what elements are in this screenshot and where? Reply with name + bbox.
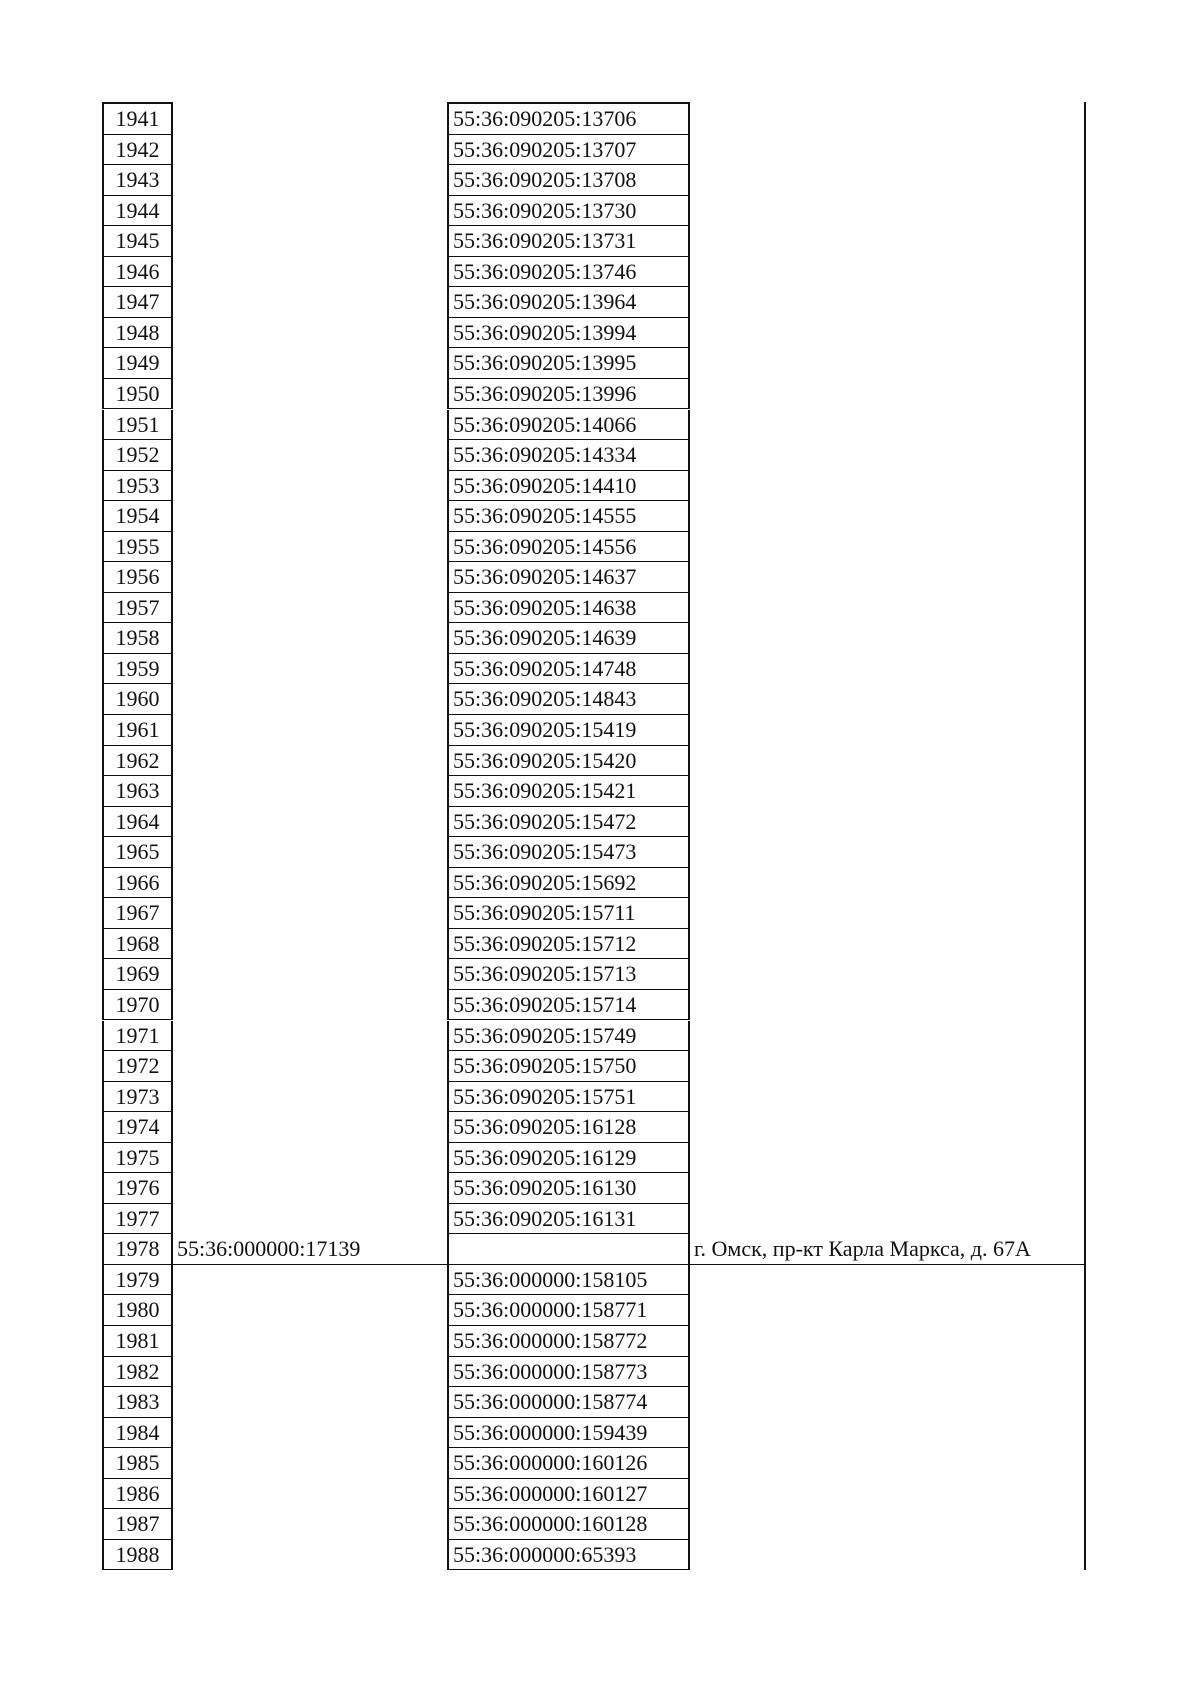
table-row: [102, 1387, 1086, 1418]
table-row: [102, 746, 1086, 777]
parcel-cadastral-cell: [173, 440, 447, 471]
row-number-cell: 1952: [102, 440, 173, 471]
table-row: [102, 1448, 1086, 1479]
table-row: [102, 562, 1086, 593]
row-number-cell: 1974: [102, 1112, 173, 1143]
object-cadastral-cell: 55:36:000000:160128: [447, 1509, 690, 1540]
parcel-cadastral-cell: [173, 1021, 447, 1052]
parcel-cadastral-cell: [173, 929, 447, 960]
address-cell: [690, 1479, 1086, 1510]
object-cadastral-cell: [447, 1234, 690, 1265]
row-number-cell: 1955: [102, 532, 173, 563]
address-cell: [690, 776, 1086, 807]
address-cell: [690, 654, 1086, 685]
parcel-cadastral-cell: [173, 1540, 447, 1571]
address-cell: [690, 623, 1086, 654]
object-cadastral-cell: 55:36:090205:14066: [447, 410, 690, 441]
row-number-cell: 1981: [102, 1326, 173, 1357]
parcel-cadastral-cell: [173, 287, 447, 318]
table-row: [102, 837, 1086, 868]
address-cell: [690, 501, 1086, 532]
table-row: [102, 379, 1086, 410]
table-row: [102, 318, 1086, 349]
row-number-cell: 1941: [102, 104, 173, 135]
row-number-cell: 1980: [102, 1295, 173, 1326]
object-cadastral-cell: 55:36:090205:13964: [447, 287, 690, 318]
parcel-cadastral-cell: [173, 1295, 447, 1326]
object-cadastral-cell: 55:36:090205:13995: [447, 348, 690, 379]
parcel-cadastral-cell: [173, 196, 447, 227]
table-row: [102, 104, 1086, 135]
parcel-cadastral-cell: [173, 1173, 447, 1204]
table-row: [102, 410, 1086, 441]
object-cadastral-cell: 55:36:090205:14555: [447, 501, 690, 532]
parcel-cadastral-cell: [173, 959, 447, 990]
address-cell: [690, 104, 1086, 135]
address-cell: [690, 1143, 1086, 1174]
table-row: [102, 135, 1086, 166]
address-cell: [690, 1448, 1086, 1479]
row-bottom-rule: [173, 1264, 1086, 1266]
row-number-cell: 1947: [102, 287, 173, 318]
row-number-cell: 1969: [102, 959, 173, 990]
object-cadastral-cell: 55:36:090205:15473: [447, 837, 690, 868]
table-row: [102, 1051, 1086, 1082]
parcel-cadastral-cell: [173, 623, 447, 654]
parcel-cadastral-cell: [173, 165, 447, 196]
row-number-cell: 1944: [102, 196, 173, 227]
parcel-cadastral-cell: [173, 1082, 447, 1113]
parcel-cadastral-cell: [173, 654, 447, 685]
parcel-cadastral-cell: [173, 807, 447, 838]
parcel-cadastral-cell: [173, 1418, 447, 1449]
parcel-cadastral-cell: [173, 1265, 447, 1296]
table-row: [102, 1082, 1086, 1113]
row-number-cell: 1951: [102, 410, 173, 441]
object-cadastral-cell: 55:36:090205:15419: [447, 715, 690, 746]
object-cadastral-cell: 55:36:090205:14637: [447, 562, 690, 593]
table-row: [102, 868, 1086, 899]
parcel-cadastral-cell: [173, 1387, 447, 1418]
object-cadastral-cell: 55:36:090205:16129: [447, 1143, 690, 1174]
object-cadastral-cell: 55:36:090205:15692: [447, 868, 690, 899]
address-cell: [690, 929, 1086, 960]
parcel-cadastral-cell: [173, 562, 447, 593]
row-number-cell: 1948: [102, 318, 173, 349]
parcel-cadastral-cell: [173, 1112, 447, 1143]
address-cell: [690, 318, 1086, 349]
table-row: [102, 684, 1086, 715]
address-cell: [690, 348, 1086, 379]
table-row: [102, 929, 1086, 960]
table-row: [102, 593, 1086, 624]
parcel-cadastral-cell: [173, 1204, 447, 1235]
object-cadastral-cell: 55:36:000000:158771: [447, 1295, 690, 1326]
address-cell: [690, 1418, 1086, 1449]
address-cell: [690, 684, 1086, 715]
table-row: [102, 959, 1086, 990]
object-cadastral-cell: 55:36:090205:16128: [447, 1112, 690, 1143]
row-number-cell: 1979: [102, 1265, 173, 1296]
table-row: [102, 165, 1086, 196]
table-row: [102, 440, 1086, 471]
object-cadastral-cell: 55:36:000000:160127: [447, 1479, 690, 1510]
address-cell: [690, 440, 1086, 471]
object-cadastral-cell: 55:36:090205:15421: [447, 776, 690, 807]
object-cadastral-cell: 55:36:090205:16131: [447, 1204, 690, 1235]
row-number-cell: 1982: [102, 1357, 173, 1388]
object-cadastral-cell: 55:36:090205:14748: [447, 654, 690, 685]
object-cadastral-cell: 55:36:090205:14410: [447, 471, 690, 502]
object-cadastral-cell: 55:36:090205:15750: [447, 1051, 690, 1082]
object-cadastral-cell: 55:36:090205:13996: [447, 379, 690, 410]
address-cell: [690, 1265, 1086, 1296]
row-number-cell: 1971: [102, 1021, 173, 1052]
parcel-cadastral-cell: [173, 104, 447, 135]
table-row: [102, 226, 1086, 257]
table-row: [102, 287, 1086, 318]
table-row: [102, 1143, 1086, 1174]
table-row: [102, 196, 1086, 227]
row-number-cell: 1983: [102, 1387, 173, 1418]
address-cell: [690, 562, 1086, 593]
row-number-cell: 1946: [102, 257, 173, 288]
row-number-cell: 1945: [102, 226, 173, 257]
address-cell: [690, 471, 1086, 502]
object-cadastral-cell: 55:36:090205:15712: [447, 929, 690, 960]
object-cadastral-cell: 55:36:090205:15420: [447, 746, 690, 777]
address-cell: [690, 379, 1086, 410]
row-number-cell: 1970: [102, 990, 173, 1021]
row-number-cell: 1964: [102, 807, 173, 838]
address-cell: [690, 1295, 1086, 1326]
address-cell: [690, 287, 1086, 318]
table-row: [102, 1540, 1086, 1571]
parcel-cadastral-cell: [173, 135, 447, 166]
address-cell: [690, 868, 1086, 899]
row-number-cell: 1984: [102, 1418, 173, 1449]
parcel-cadastral-cell: [173, 226, 447, 257]
row-number-cell: 1962: [102, 746, 173, 777]
table-row: [102, 1509, 1086, 1540]
table-row: [102, 1204, 1086, 1235]
address-cell: [690, 1204, 1086, 1235]
object-cadastral-cell: 55:36:000000:158105: [447, 1265, 690, 1296]
address-cell: [690, 196, 1086, 227]
table-row: [102, 1265, 1086, 1296]
object-cadastral-cell: 55:36:090205:15711: [447, 898, 690, 929]
object-cadastral-cell: 55:36:090205:13994: [447, 318, 690, 349]
row-number-cell: 1957: [102, 593, 173, 624]
parcel-cadastral-cell: [173, 471, 447, 502]
parcel-cadastral-cell: [173, 501, 447, 532]
row-number-cell: 1976: [102, 1173, 173, 1204]
object-cadastral-cell: 55:36:000000:158773: [447, 1357, 690, 1388]
row-number-cell: 1972: [102, 1051, 173, 1082]
table-row: [102, 501, 1086, 532]
address-cell: [690, 1387, 1086, 1418]
object-cadastral-cell: 55:36:090205:13730: [447, 196, 690, 227]
address-cell: [690, 1540, 1086, 1571]
row-number-cell: 1968: [102, 929, 173, 960]
object-cadastral-cell: 55:36:090205:14639: [447, 623, 690, 654]
address-cell: [690, 593, 1086, 624]
row-number-cell: 1977: [102, 1204, 173, 1235]
parcel-cadastral-cell: [173, 746, 447, 777]
row-number-cell: 1967: [102, 898, 173, 929]
parcel-cadastral-cell: [173, 990, 447, 1021]
parcel-cadastral-cell: [173, 776, 447, 807]
table-row: [102, 715, 1086, 746]
parcel-cadastral-cell: [173, 1448, 447, 1479]
object-cadastral-cell: 55:36:000000:65393: [447, 1540, 690, 1571]
table-row: [102, 1112, 1086, 1143]
parcel-cadastral-cell: [173, 532, 447, 563]
address-cell: [690, 532, 1086, 563]
address-cell: [690, 1082, 1086, 1113]
row-number-cell: 1953: [102, 471, 173, 502]
row-number-cell: 1958: [102, 623, 173, 654]
row-number-cell: 1950: [102, 379, 173, 410]
address-cell: [690, 1173, 1086, 1204]
address-cell: [690, 1357, 1086, 1388]
row-number-cell: 1954: [102, 501, 173, 532]
address-cell: [690, 1509, 1086, 1540]
table-row: [102, 1479, 1086, 1510]
parcel-cadastral-cell: [173, 379, 447, 410]
address-cell: [690, 959, 1086, 990]
table-row: [102, 257, 1086, 288]
parcel-cadastral-cell: [173, 593, 447, 624]
address-cell: [690, 898, 1086, 929]
address-cell: [690, 1326, 1086, 1357]
object-cadastral-cell: 55:36:000000:158772: [447, 1326, 690, 1357]
row-number-cell: 1943: [102, 165, 173, 196]
address-cell: [690, 135, 1086, 166]
parcel-cadastral-cell: [173, 868, 447, 899]
object-cadastral-cell: 55:36:090205:15472: [447, 807, 690, 838]
parcel-cadastral-cell: [173, 1479, 447, 1510]
table-row: [102, 898, 1086, 929]
row-number-cell: 1988: [102, 1540, 173, 1571]
parcel-cadastral-cell: [173, 715, 447, 746]
parcel-cadastral-cell: [173, 1326, 447, 1357]
parcel-cadastral-cell: [173, 257, 447, 288]
table-row: [102, 1295, 1086, 1326]
object-cadastral-cell: 55:36:000000:159439: [447, 1418, 690, 1449]
table-row: [102, 532, 1086, 563]
table-row: [102, 623, 1086, 654]
object-cadastral-cell: 55:36:090205:14843: [447, 684, 690, 715]
table-row: [102, 1418, 1086, 1449]
row-number-cell: 1960: [102, 684, 173, 715]
address-cell: [690, 165, 1086, 196]
parcel-cadastral-cell: [173, 1051, 447, 1082]
address-cell: [690, 226, 1086, 257]
object-cadastral-cell: 55:36:090205:16130: [447, 1173, 690, 1204]
address-cell: [690, 1112, 1086, 1143]
object-cadastral-cell: 55:36:090205:13706: [447, 104, 690, 135]
address-cell: [690, 1021, 1086, 1052]
parcel-cadastral-cell: [173, 1143, 447, 1174]
object-cadastral-cell: 55:36:090205:14334: [447, 440, 690, 471]
table-row: [102, 1326, 1086, 1357]
row-number-cell: 1965: [102, 837, 173, 868]
address-cell: [690, 990, 1086, 1021]
row-number-cell: 1986: [102, 1479, 173, 1510]
object-cadastral-cell: 55:36:090205:13746: [447, 257, 690, 288]
row-number-cell: 1959: [102, 654, 173, 685]
table-row: [102, 776, 1086, 807]
table-row: [102, 348, 1086, 379]
object-cadastral-cell: 55:36:000000:158774: [447, 1387, 690, 1418]
parcel-cadastral-cell: [173, 410, 447, 441]
parcel-cadastral-cell: [173, 837, 447, 868]
row-number-cell: 1961: [102, 715, 173, 746]
object-cadastral-cell: 55:36:000000:160126: [447, 1448, 690, 1479]
object-cadastral-cell: 55:36:090205:13707: [447, 135, 690, 166]
table-row: [102, 471, 1086, 502]
row-number-cell: 1978: [102, 1234, 173, 1265]
address-cell: [690, 1051, 1086, 1082]
row-number-cell: 1966: [102, 868, 173, 899]
address-cell: [690, 837, 1086, 868]
parcel-cadastral-cell: [173, 348, 447, 379]
parcel-cadastral-cell: [173, 684, 447, 715]
object-cadastral-cell: 55:36:090205:14638: [447, 593, 690, 624]
address-cell: г. Омск, пр-кт Карла Маркса, д. 67А: [694, 1236, 1031, 1262]
row-number-cell: 1956: [102, 562, 173, 593]
row-number-cell: 1987: [102, 1509, 173, 1540]
table-row: [102, 1173, 1086, 1204]
row-number-cell: 1942: [102, 135, 173, 166]
object-cadastral-cell: 55:36:090205:13708: [447, 165, 690, 196]
address-cell: [690, 410, 1086, 441]
parcel-cadastral-cell: [173, 898, 447, 929]
object-cadastral-cell: 55:36:090205:15714: [447, 990, 690, 1021]
object-cadastral-cell: 55:36:090205:14556: [447, 532, 690, 563]
table-row: [102, 990, 1086, 1021]
parcel-cadastral-cell: [173, 1357, 447, 1388]
table-row: [102, 654, 1086, 685]
object-cadastral-cell: 55:36:090205:15749: [447, 1021, 690, 1052]
object-cadastral-cell: 55:36:090205:13731: [447, 226, 690, 257]
table-row: [102, 1357, 1086, 1388]
parcel-cadastral-cell: 55:36:000000:17139: [177, 1236, 361, 1262]
table-row: [102, 1234, 1086, 1265]
object-cadastral-cell: 55:36:090205:15713: [447, 959, 690, 990]
parcel-cadastral-cell: [173, 1509, 447, 1540]
row-number-cell: 1975: [102, 1143, 173, 1174]
row-number-cell: 1963: [102, 776, 173, 807]
address-cell: [690, 715, 1086, 746]
address-cell: [690, 807, 1086, 838]
row-number-cell: 1985: [102, 1448, 173, 1479]
object-cadastral-cell: 55:36:090205:15751: [447, 1082, 690, 1113]
parcel-cadastral-cell: [173, 318, 447, 349]
address-cell: [690, 746, 1086, 777]
table-row: [102, 1021, 1086, 1052]
row-number-cell: 1973: [102, 1082, 173, 1113]
row-number-cell: 1949: [102, 348, 173, 379]
table-row: [102, 807, 1086, 838]
address-cell: [690, 257, 1086, 288]
